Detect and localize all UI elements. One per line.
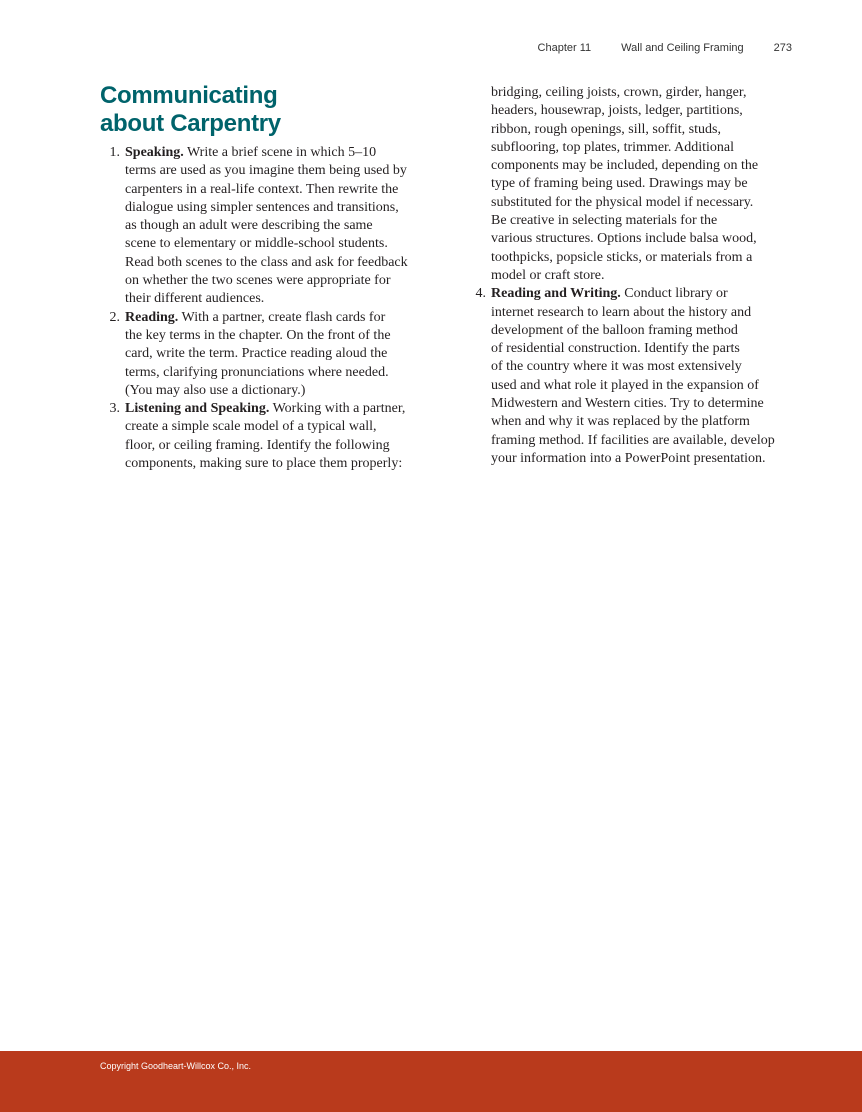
item-text: Write a brief scene in which 5–10 (183, 145, 377, 160)
text-line: of residential construction. Identify the parts (491, 341, 740, 357)
item-number: 3. (109, 401, 120, 417)
text-line: substituted for the physical model if necessary. (491, 194, 754, 210)
text-line: of the country where it was most extensively (491, 359, 742, 375)
page-number: 273 (773, 42, 792, 54)
title-line: Communicating (100, 82, 278, 109)
text-line: model or craft store. (491, 267, 605, 283)
text-line: their different audiences. (125, 291, 265, 307)
item-number: 2. (109, 309, 120, 325)
item-number: 1. (109, 145, 120, 160)
text-line: create a simple scale model of a typical wall, (125, 419, 377, 435)
list-item (466, 285, 806, 468)
left-column (100, 144, 440, 473)
text-line: carpenters in a real-life context. Then rewrite the (125, 181, 399, 197)
list-item (466, 84, 806, 285)
text-line: various structures. Options include balsa wood, (491, 231, 757, 247)
text-line: framing method. If facilities are available, develop (491, 432, 775, 448)
text-line: development of the balloon framing method (491, 322, 738, 338)
text-line: floor, or ceiling framing. Identify the following (125, 437, 390, 453)
right-column (466, 84, 806, 468)
list-item (100, 144, 440, 309)
text-line: as though an adult were describing the same (125, 218, 373, 234)
text-line: dialogue using simpler sentences and transitions, (125, 199, 399, 215)
text-line: headers, housewrap, joists, ledger, partitions, (491, 103, 743, 119)
text-line: ribbon, rough openings, sill, soffit, studs, (491, 121, 721, 137)
footer-bar (0, 1051, 862, 1112)
text-line: your information into a PowerPoint presentation. (491, 450, 766, 466)
item-lead: Reading and Writing. (491, 286, 621, 302)
text-line: terms are used as you imagine them being used by (125, 163, 407, 179)
text-line: subflooring, top plates, trimmer. Additional (491, 139, 735, 155)
text-line: bridging, ceiling joists, crown, girder, hanger, (491, 85, 747, 100)
text-line: components, making sure to place them properly: (125, 456, 403, 472)
text-line: Midwestern and Western cities. Try to determine (491, 396, 764, 412)
copyright: Copyright Goodheart-Willcox Co., Inc. (100, 1061, 252, 1071)
text-line: the key terms in the chapter. On the front of the (125, 327, 391, 343)
title-line: about Carpentry (100, 110, 281, 137)
item-number: 4. (475, 286, 486, 302)
running-header (538, 42, 792, 54)
list-item (100, 309, 440, 400)
item-text: Conduct library or (620, 286, 728, 302)
text-line: Be creative in selecting materials for the (491, 213, 718, 229)
text-line: terms, clarifying pronunciations where needed. (125, 364, 389, 380)
text-line: on whether the two scenes were appropriate for (125, 273, 391, 289)
item-text: Working with a partner, (269, 401, 406, 417)
text-line: toothpicks, popsicle sticks, or materials from a (491, 249, 753, 265)
section-title (100, 82, 281, 138)
text-line (491, 285, 806, 303)
text-line (125, 309, 440, 327)
text-line: components may be included, depending on the (491, 158, 759, 174)
text-line: Read both scenes to the class and ask for feedback (125, 254, 408, 270)
chapter-title: Wall and Ceiling Framing (621, 42, 744, 54)
text-line: internet research to learn about the history and (491, 304, 752, 320)
text-line: used and what role it played in the expansion of (491, 377, 759, 393)
item-lead: Listening and Speaking. (125, 401, 270, 417)
text-line: when and why it was replaced by the platform (491, 414, 750, 430)
text-line: type of framing being used. Drawings may be (491, 176, 748, 192)
item-text: With a partner, create flash cards for (178, 309, 386, 325)
text-line (125, 144, 440, 162)
text-line: card, write the term. Practice reading aloud the (125, 346, 388, 362)
item-lead: Speaking. (125, 145, 184, 160)
list-item (100, 400, 440, 473)
chapter-label: Chapter 11 (537, 42, 592, 54)
text-line: (You may also use a dictionary.) (125, 382, 306, 398)
text-line: scene to elementary or middle-school students. (125, 236, 388, 252)
item-lead: Reading. (125, 309, 179, 325)
text-line (125, 400, 440, 418)
